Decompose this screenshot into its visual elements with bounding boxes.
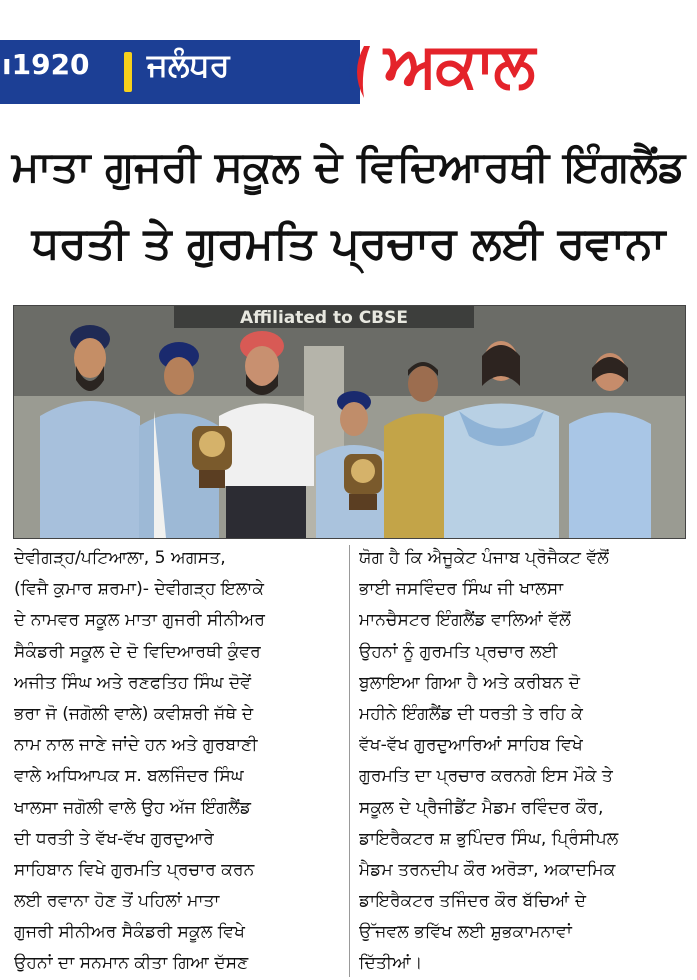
headline-line-2: ਧਰਤੀ ਤੇ ਗੁਰਮਤਿ ਪ੍ਰਚਾਰ ਲਈ ਰਵਾਨਾ	[31, 218, 666, 269]
column-divider	[349, 545, 350, 977]
article-line: ਡਾਇਰੈਕਟਰ ਤਜਿੰਦਰ ਕੌਰ ਬੱਚਿਆਂ ਦੇ	[359, 891, 587, 912]
article-column-right	[359, 543, 689, 980]
masthead-issue-number: ı1920	[2, 48, 90, 81]
article-line: ਅਜੀਤ ਸਿੰਘ ਅਤੇ ਰਣਫਤਿਹ ਸਿੰਘ ਦੋਵੇਂ	[14, 672, 252, 693]
article-line: ਲਈ ਰਵਾਨਾ ਹੋਣ ਤੋਂ ਪਹਿਲਾਂ ਮਾਤਾ	[14, 891, 220, 912]
article-line: ਵਾਲੇ ਅਧਿਆਪਕ ਸ. ਬਲਜਿੰਦਰ ਸਿੰਘ	[14, 766, 244, 787]
article-line: ਖਾਲਸਾ ਜਗੋਲੀ ਵਾਲੇ ਉਹ ਅੱਜ ਇੰਗਲੈਂਡ	[14, 797, 252, 818]
photo-illustration	[14, 306, 685, 538]
article-line: ਗੁਰਮਤਿ ਦਾ ਪ੍ਰਚਾਰ ਕਰਨਗੇ ਇਸ ਮੌਕੇ ਤੇ	[359, 766, 613, 787]
article-line: ਡਾਇਰੈਕਟਰ ਸ਼ ਭੁਪਿੰਦਰ ਸਿੰਘ, ਪ੍ਰਿੰਸੀਪਲ	[359, 828, 619, 849]
masthead	[0, 28, 697, 104]
article-line: ਗੁਜਰੀ ਸੀਨੀਅਰ ਸੈਕੰਡਰੀ ਸਕੂਲ ਵਿਖੇ	[14, 922, 245, 943]
article-line: ਮਹੀਨੇ ਇੰਗਲੈਂਡ ਦੀ ਧਰਤੀ ਤੇ ਰਹਿ ਕੇ	[359, 703, 583, 724]
masthead-city: ਜਲੰਧਰ	[147, 46, 230, 84]
article-line: ਦੀ ਧਰਤੀ ਤੇ ਵੱਖ-ਵੱਖ ਗੁਰਦੁਆਰੇ	[14, 828, 214, 849]
article-line: ਨਾਮ ਨਾਲ ਜਾਣੇ ਜਾਂਦੇ ਹਨ ਅਤੇ ਗੁਰਬਾਣੀ	[14, 735, 258, 756]
article-line: ਮਾਨਚੈਸਟਰ ਇੰਗਲੈਂਡ ਵਾਲਿਆਂ ਵੱਲੋਂ	[359, 610, 571, 631]
article-line: ਸੈਕੰਡਰੀ ਸਕੂਲ ਦੇ ਦੋ ਵਿਦਿਆਰਥੀ ਕੁੰਵਰ	[14, 641, 261, 662]
photo-banner-text: Affiliated to CBSE	[240, 308, 408, 328]
article-line: (ਵਿਜੈ ਕੁਮਾਰ ਸ਼ਰਮਾ)- ਦੇਵੀਗੜ੍ਹ ਇਲਾਕੇ	[14, 579, 265, 600]
article-line: ਸਕੂਲ ਦੇ ਪ੍ਰੈਜੀਡੈਂਟ ਮੈਡਮ ਰਵਿੰਦਰ ਕੌਰ,	[359, 797, 604, 818]
article-line: ਸਾਹਿਬਾਨ ਵਿਖੇ ਗੁਰਮਤਿ ਪ੍ਰਚਾਰ ਕਰਨ	[14, 859, 255, 880]
article-line: ਬੁਲਾਇਆ ਗਿਆ ਹੈ ਅਤੇ ਕਰੀਬਨ ਦੋ	[359, 672, 581, 693]
article-line: ਦੇ ਨਾਮਵਰ ਸਕੂਲ ਮਾਤਾ ਗੁਜਰੀ ਸੀਨੀਅਰ	[14, 610, 265, 631]
headline-line-1: ਮਾਤਾ ਗੁਜਰੀ ਸਕੂਲ ਦੇ ਵਿਦਿਆਰਥੀ ਇੰਗਲੈਂਡ	[11, 142, 686, 191]
article-line: ਦਿੱਤੀਆਂ।	[359, 953, 423, 974]
article-line: ਯੋਗ ਹੈ ਕਿ ਐਜੂਕੇਟ ਪੰਜਾਬ ਪ੍ਰੋਜੈਕਟ ਵੱਲੋਂ	[359, 548, 609, 568]
masthead-logo: ਅਕਾਲ	[384, 28, 534, 101]
article-line: ਵੱਖ-ਵੱਖ ਗੁਰਦੁਆਰਿਆਂ ਸਾਹਿਬ ਵਿਖੇ	[359, 735, 583, 756]
article-line: ਮੈਡਮ ਤਰਨਦੀਪ ਕੌਰ ਅਰੋੜਾ, ਅਕਾਦਮਿਕ	[359, 859, 616, 880]
article-line: ਉਹਨਾਂ ਦਾ ਸਨਮਾਨ ਕੀਤਾ ਗਿਆ ਦੱਸਣ	[14, 953, 249, 974]
article-line: ਭਾਈ ਜਸਵਿੰਦਰ ਸਿੰਘ ਜੀ ਖਾਲਸਾ	[359, 579, 564, 600]
article-column-left	[14, 543, 344, 980]
article-line: ਉੱਜਵਲ ਭਵਿੱਖ ਲਈ ਸ਼ੁਭਕਾਮਨਾਵਾਂ	[359, 922, 572, 943]
trophy-2	[344, 454, 382, 510]
article-line: ਭਰਾ ਜੋ (ਜਗੋਲੀ ਵਾਲੇ) ਕਵੀਸ਼ਰੀ ਜੱਥੇ ਦੇ	[14, 703, 254, 724]
article-line: ਦੇਵੀਗੜ੍ਹ/ਪਟਿਆਲਾ, 5 ਅਗਸਤ,	[14, 548, 226, 568]
news-photo	[13, 305, 686, 539]
masthead-yellow-divider	[124, 52, 132, 92]
article-line: ਉਹਨਾਂ ਨੂੰ ਗੁਰਮਤਿ ਪ੍ਰਚਾਰ ਲਈ	[359, 641, 558, 662]
